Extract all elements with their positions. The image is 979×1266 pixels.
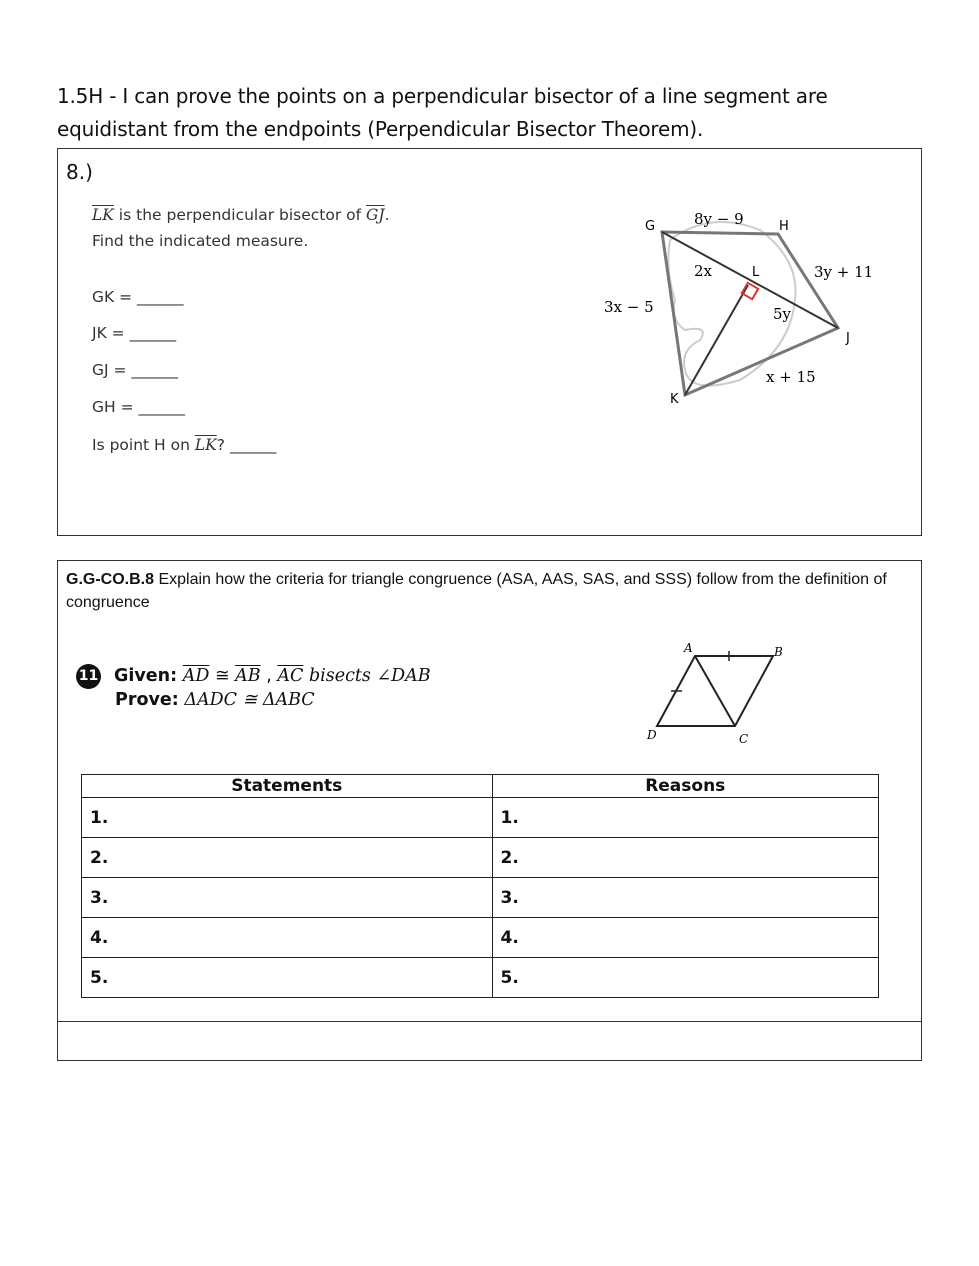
problem-8-number: 8.) — [66, 160, 93, 184]
segment-kl-line — [685, 285, 748, 395]
problem-8-instruction: Find the indicated measure. — [92, 232, 309, 250]
point-h-label: H — [779, 219, 789, 234]
question-gh: GH = ______ — [92, 398, 186, 416]
point-d-label: D — [647, 728, 657, 742]
point-a-label: A — [684, 641, 693, 655]
segment-lk: $\overline{LK}$ — [92, 206, 114, 224]
label-hj: 3y + 11 — [814, 263, 874, 281]
reason-cell[interactable]: 3. — [492, 878, 879, 918]
point-g-label: G — [645, 219, 656, 234]
objective-heading — [57, 80, 937, 146]
given-ab: $\overline{AB}$ — [235, 666, 261, 686]
statement-cell[interactable]: 4. — [82, 918, 493, 958]
perpendicular-bisector-diagram — [590, 200, 890, 420]
table-row — [82, 838, 879, 878]
statement-cell[interactable]: 5. — [82, 958, 493, 998]
question-gk: GK = ______ — [92, 288, 184, 306]
standard-code: G.G-CO.B.8 — [66, 571, 155, 588]
standard-description: G.G-CO.B.8 Explain how the criteria for triangle congruence (ASA, AAS, SAS, and SSS) follow from the definition of congruence — [66, 571, 887, 611]
point-c-label: C — [739, 732, 749, 746]
statement-cell[interactable]: 3. — [82, 878, 493, 918]
statement-cell[interactable]: 1. — [82, 798, 493, 838]
label-kj: x + 15 — [766, 368, 816, 386]
problem-11-badge: 11 — [76, 664, 101, 689]
question-h-on-lk: Is point H on $\overline{LK}$? ______ — [92, 436, 277, 454]
problem-8-statement: $\overline{LK}$ is the perpendicular bisector of $\overline{GJ}$. — [92, 206, 390, 224]
statement-cell[interactable]: 2. — [82, 838, 493, 878]
two-column-proof-table — [81, 774, 879, 998]
table-row — [82, 798, 879, 838]
problem-11-footer-box — [57, 1021, 922, 1061]
given-line: Given: $\overline{AD}$ ≅ $\overline{AB}$ , $\overline{AC}$ bisects ∠DAB — [114, 666, 431, 686]
segment-gj-line — [662, 232, 838, 328]
objective-line-1: 1.5H - I can prove the points on a perpendicular bisector of a line segment are — [57, 84, 828, 108]
answer-blank-gj[interactable]: ______ — [131, 361, 178, 379]
point-j-label: J — [846, 331, 850, 346]
reason-cell[interactable]: 5. — [492, 958, 879, 998]
label-lj: 5y — [773, 305, 792, 323]
line-lk: $\overline{LK}$ — [194, 436, 217, 454]
table-row — [82, 918, 879, 958]
point-k-label: K — [670, 392, 679, 407]
reason-cell[interactable]: 4. — [492, 918, 879, 958]
prove-statement: ΔADC ≅ ΔABC — [184, 690, 315, 710]
table-row — [82, 878, 879, 918]
question-gj: GJ = ______ — [92, 361, 178, 379]
answer-blank-gk[interactable]: ______ — [137, 288, 184, 306]
objective-line-2: equidistant from the endpoints (Perpendicular Bisector Theorem). — [57, 117, 704, 141]
answer-blank-gh[interactable]: ______ — [138, 398, 186, 416]
segment-gj: $\overline{GJ}$ — [366, 206, 385, 224]
reasons-header: Reasons — [492, 775, 879, 798]
reason-cell[interactable]: 2. — [492, 838, 879, 878]
given-ac: $\overline{AC}$ — [277, 666, 304, 686]
prove-line: Prove: ΔADC ≅ ΔABC — [115, 690, 315, 710]
label-gh: 8y − 9 — [694, 210, 744, 228]
given-ad: $\overline{AD}$ — [182, 666, 210, 686]
label-gk: 3x − 5 — [604, 298, 654, 316]
parallelogram-diagram — [640, 636, 790, 753]
point-b-label: B — [774, 645, 783, 659]
answer-blank-h-on-lk[interactable]: ______ — [229, 436, 277, 454]
answer-blank-jk[interactable]: ______ — [129, 324, 177, 342]
reason-cell[interactable]: 1. — [492, 798, 879, 838]
statements-header: Statements — [82, 775, 493, 798]
label-gl: 2x — [694, 262, 713, 280]
point-l-label: L — [752, 265, 760, 280]
question-jk: JK = ______ — [92, 324, 177, 342]
diagonal-ac — [695, 656, 735, 726]
table-row — [82, 958, 879, 998]
